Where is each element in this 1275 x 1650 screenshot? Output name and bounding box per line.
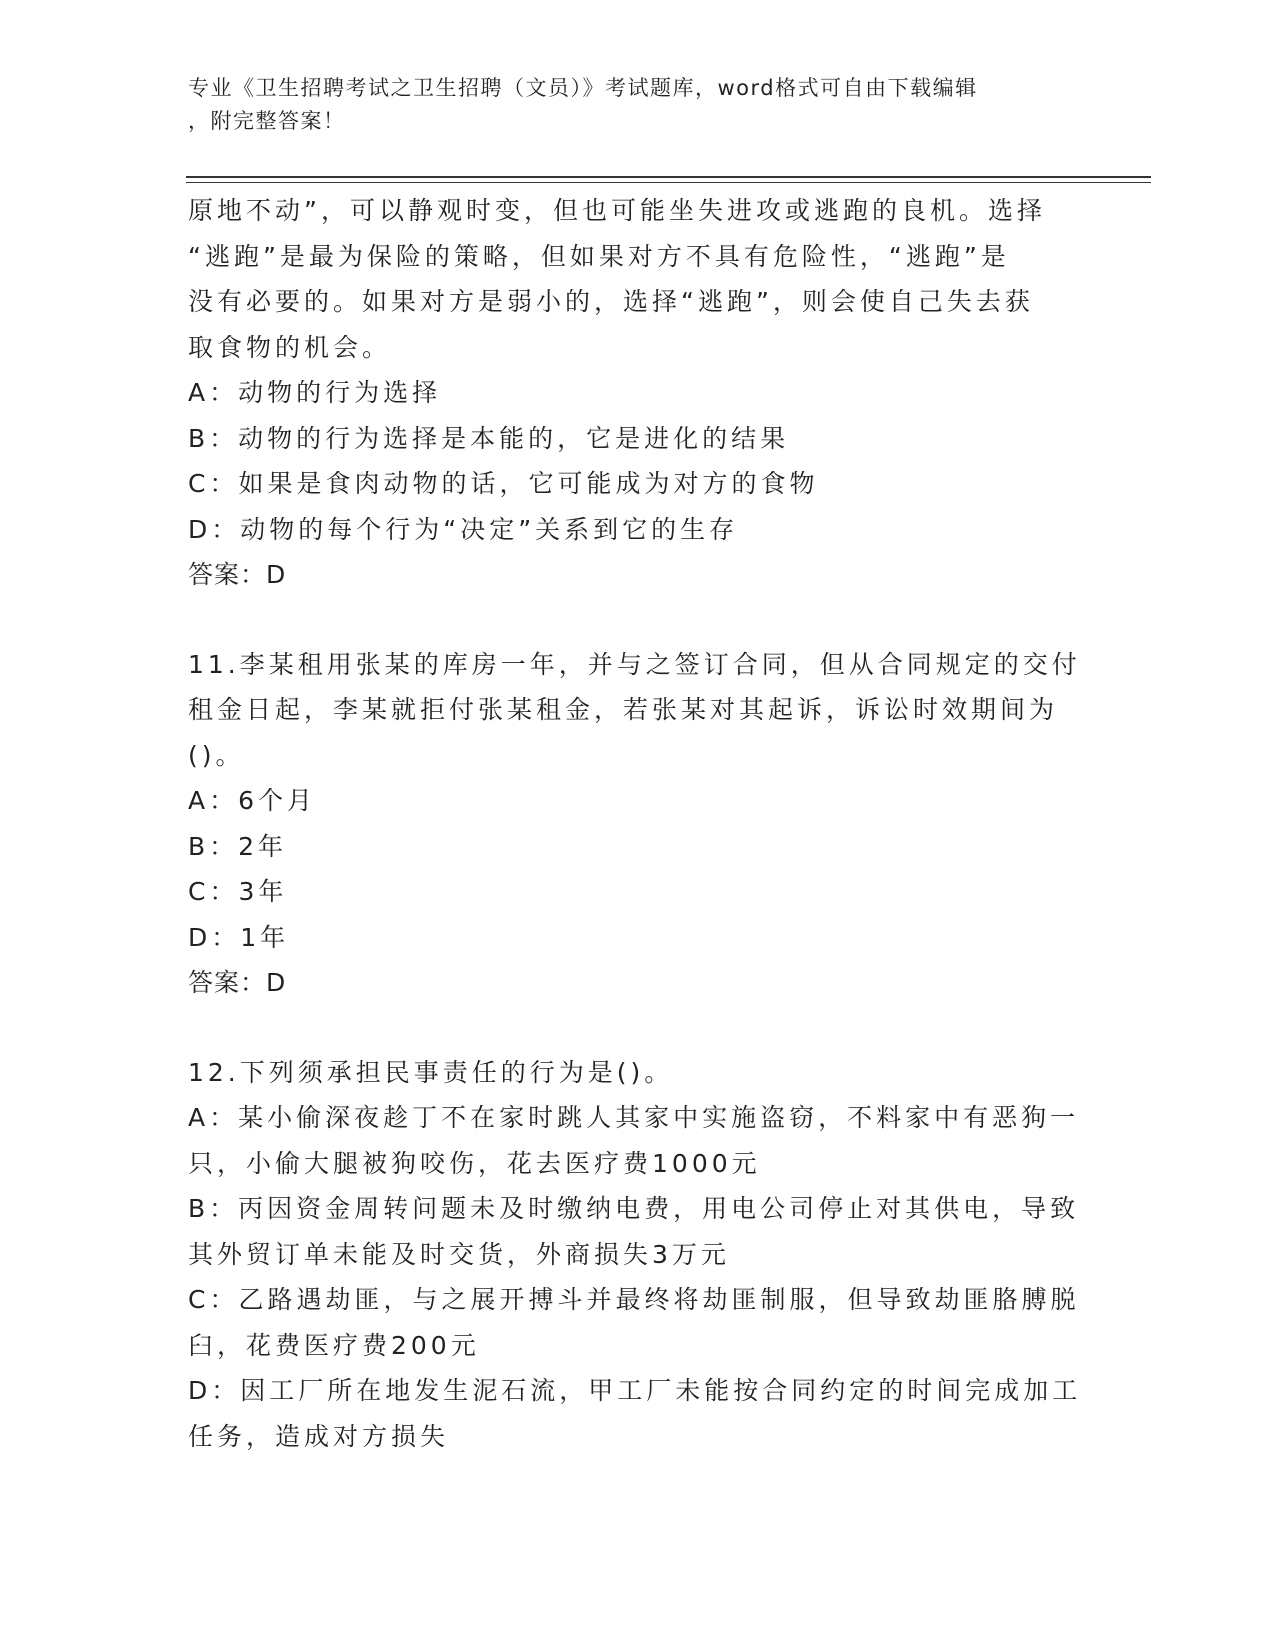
option-c: C：3年 [188,877,288,906]
header-line-1: 专业《卫生招聘考试之卫生招聘（文员）》考试题库，word格式可自由下载编辑 [188,76,978,100]
option-c: C：乙路遇劫匪，与之展开搏斗并最终将劫匪制服，但导致劫匪胳膊脱 [188,1285,1080,1314]
question-stem-line: ()。 [188,740,245,770]
option-a: A：动物的行为选择 [188,378,442,407]
question-10 [188,188,1088,598]
question-spacer [188,1006,1088,1050]
option-a-continued: 只，小偷大腿被狗咬伤，花去医疗费1000元 [188,1148,761,1178]
option-b: B：2年 [188,831,288,861]
option-a: A：6个月 [188,786,317,815]
header-line-2: ，附完整答案！ [188,109,346,133]
passage-line: 没有必要的。如果对方是弱小的，选择“逃跑”，则会使自己失去获 [188,287,1034,316]
question-spacer [188,598,1088,642]
option-d: D：动物的每个行为“决定”关系到它的生存 [188,514,739,544]
passage-line: 取食物的机会。 [188,332,392,362]
option-d: D：1年 [188,922,290,952]
option-c: C：如果是食肉动物的话，它可能成为对方的食物 [188,469,819,498]
document-header [188,72,1088,138]
header-rule-thin [186,182,1151,183]
answer-line: 答案：D [188,560,287,589]
option-d-continued: 任务，造成对方损失 [188,1421,450,1451]
option-a: A：某小偷深夜趁丁不在家时跳人其家中实施盗窃，不料家中有恶狗一 [188,1103,1080,1132]
document-body [188,188,1088,1459]
passage-line: 原地不动”，可以静观时变，但也可能坐失进攻或逃跑的良机。选择 [188,196,1046,225]
option-b: B：动物的行为选择是本能的，它是进化的结果 [188,423,790,453]
answer-line: 答案：D [188,968,287,997]
option-c-continued: 臼，花费医疗费200元 [188,1330,480,1360]
question-stem-line: 11.李某租用张某的库房一年，并与之签订合同，但从合同规定的交付 [188,649,1081,679]
option-d: D：因工厂所在地发生泥石流，甲工厂未能按合同约定的时间完成加工 [188,1376,1082,1405]
header-rule-thick [186,176,1151,178]
option-b: B：丙因资金周转问题未及时缴纳电费，用电公司停止对其供电，导致 [188,1194,1080,1223]
question-stem-line: 12.下列须承担民事责任的行为是()。 [188,1057,674,1087]
passage-line: “逃跑”是最为保险的策略，但如果对方不具有危险性，“逃跑”是 [188,241,1010,271]
question-stem-line: 租金日起，李某就拒付张某租金，若张某对其起诉，诉讼时效期间为 [188,695,1059,724]
question-12 [188,1050,1088,1460]
option-b-continued: 其外贸订单未能及时交货，外商损失3万元 [188,1239,730,1269]
question-11 [188,642,1088,1006]
